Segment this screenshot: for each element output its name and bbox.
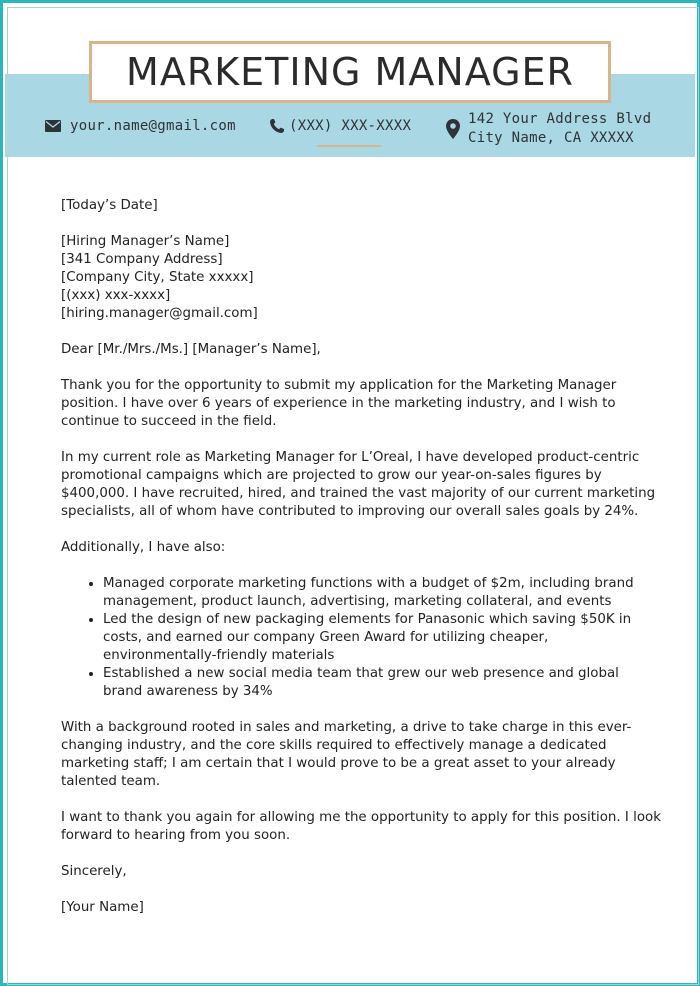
list-item: • Established a new social media team that grew our web presence and global brand awareness by 34% <box>103 665 661 701</box>
map-pin-icon <box>446 119 460 139</box>
letter-date: [Today’s Date] <box>61 198 158 213</box>
list-item: • Managed corporate marketing functions with a budget of $2m, including brand management, product launch, advertising, marketing collateral, and events <box>103 575 661 611</box>
header-divider <box>317 145 381 147</box>
recipient-phone: [(xxx) xxx-xxxx] <box>61 288 171 303</box>
title-box <box>89 41 611 103</box>
email-text: your.name@gmail.com <box>70 118 236 134</box>
phone-icon <box>269 118 285 134</box>
contact-phone <box>269 118 411 134</box>
paragraph-5: I want to thank you again for allowing me the opportunity to apply for this position. I look forward to hearing from you soon. <box>61 810 661 843</box>
address-line-2: City Name, CA XXXXX <box>468 130 634 146</box>
contact-email <box>45 118 236 134</box>
paragraph-2: In my current role as Marketing Manager for L’Oreal, I have developed product-centric promotional campaigns which are projected to grow our year-on-sales figures by $400,000. I have recruited, hired, and trained the vast majority of our current marketing specialists, all of whom have contributed to improving our overall sales goals by 24%. <box>61 450 656 519</box>
signature: [Your Name] <box>61 900 144 915</box>
recipient-email: [hiring.manager@gmail.com] <box>61 306 258 321</box>
paragraph-1: Thank you for the opportunity to submit my application for the Marketing Manager position. I have over 6 years of experience in the marketing industry, and I wish to continue to succeed in the field. <box>61 378 617 429</box>
contact-address <box>446 110 651 148</box>
phone-text: (XXX) XXX-XXXX <box>289 118 412 134</box>
paragraph-4: With a background rooted in sales and marketing, a drive to take charge in this ever-changing industry, and the core skills required to effectively manage a dedicated marketing staff; I am certain that I would prove to be a great asset to your already talented team. <box>61 720 632 789</box>
letter-body <box>61 197 661 917</box>
salutation: Dear [Mr./Mrs./Ms.] [Manager’s Name], <box>61 342 321 357</box>
achievement-list <box>61 575 661 701</box>
paragraph-3: Additionally, I have also: <box>61 540 226 555</box>
list-item: • Led the design of new packaging elements for Panasonic which saving $50K in costs, and earned our company Green Award for utilizing cheaper, environmentally-friendly materials <box>103 611 661 665</box>
recipient-address: [341 Company Address] <box>61 252 223 267</box>
recipient-city: [Company City, State xxxxx] <box>61 270 254 285</box>
address-line-1: 142 Your Address Blvd <box>468 111 652 127</box>
recipient-block <box>61 233 661 323</box>
signoff: Sincerely, <box>61 864 127 879</box>
recipient-name: [Hiring Manager’s Name] <box>61 234 230 249</box>
page-title: MARKETING MANAGER <box>126 50 574 94</box>
envelope-icon <box>45 120 61 132</box>
